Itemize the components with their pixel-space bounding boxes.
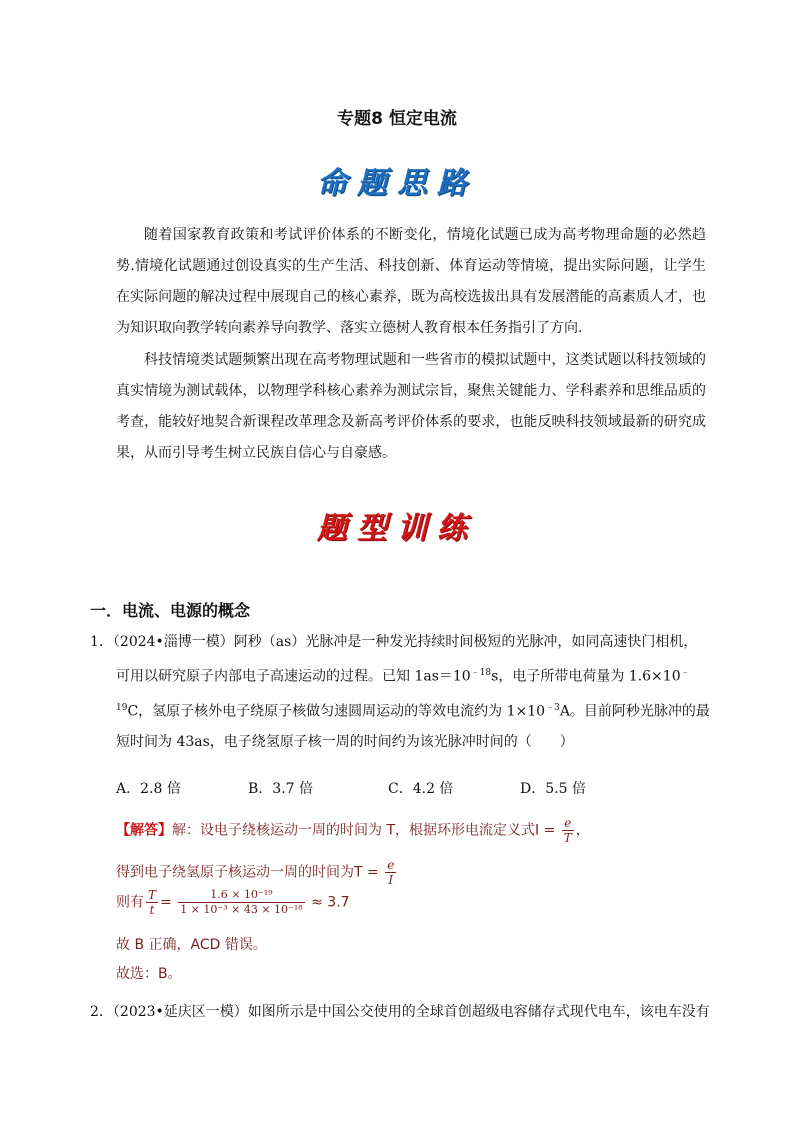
fraction-e-over-T: $\frac{e}{T}$ (563, 816, 572, 845)
option-a: A．2.8 倍 (116, 781, 181, 797)
section-banner-training: 题型训练 (317, 511, 477, 546)
fraction-calculation: $\frac{\text{1.6 × 10⁻¹⁹}}{\text{1 × 10⁻³ × 43 × 10⁻¹⁸}}$ (180, 888, 303, 916)
fraction-T-over-t: $\frac{T}{t}$ (148, 888, 157, 917)
option-d: D．5.5 倍 (520, 781, 586, 797)
option-c: C．4.2 倍 (388, 781, 454, 797)
option-b: B．3.7 倍 (248, 781, 314, 797)
page-title: 专题8 恒定电流 (337, 109, 457, 129)
answer-tag: 【解答】 (116, 822, 172, 839)
question-1-body: 1．（2024•淄博一模）阿秒（as）光脉冲是一种发光持续时间极短的光脉冲，如同高速快门相机，可用以研究原子内部电子高速运动的过程。已知 $1as=10^{﹣18}s$，电子所带电荷量为 $1.6\times 10^{﹣19}C$，氢原子核外电子绕原子核做匀速圆周运动的等效电流约为 $1\times 10^{﹣3}A$。目前阿秒光脉冲的最短时间为 43as，电子绕氢原子核一周的时间约为该光脉冲时间的（ ） (90, 634, 710, 751)
question-1 (90, 627, 710, 758)
answer-line-1: 【解答】解：设电子绕核运动一周的时间为 T，根据环形电流定义式I = $\frac{e}{T}$ ， (116, 816, 590, 845)
answer-line-5: 故选：B。 (116, 966, 182, 982)
fraction-e-over-I: $\frac{e}{I}$ (387, 858, 395, 887)
answer-line-3: 则有 $\frac{T}{t}$ = $\frac{\text{1.6 × 10⁻¹⁹}}{\text{1 × 10⁻³ × 43 × 10⁻¹⁸}}$ ≈ 3.7 (116, 888, 350, 917)
answer-line-4: 故 B 正确，ACD 错误。 (116, 937, 267, 953)
section-heading: 一．电流、电源的概念 (90, 601, 251, 620)
question-2: 2．（2023•延庆区一模）如图所示是中国公交使用的全球首创超级电容储存式现代电车，该电车没有 (90, 1004, 710, 1020)
intro-paragraph-1: 随着国家教育政策和考试评价体系的不断变化，情境化试题已成为高考物理命题的必然趋势.情境化试题通过创设真实的生产生活、科技创新、体育运动等情境，提出实际问题，让学生在实际问题的解决过程中展现自己的核心素养，既为高校选拔出具有发展潜能的高素质人才，也为知识取向教学转向素养导向教学、落实立德树人教育根本任务指引了方向. (116, 227, 706, 336)
intro-paragraph-2: 科技情境类试题频繁出现在高考物理试题和一些省市的模拟试题中，这类试题以科技领域的真实情境为测试载体，以物理学科核心素养为测试宗旨，聚焦关键能力、学科素养和思维品质的考查，能较好地契合新课程改革理念及新高考评价体系的要求，也能反映科技领域最新的研究成果，从而引导考生树立民族自信心与自豪感。 (116, 352, 706, 461)
answer-line-2: 得到电子绕氢原子核运动一周的时间为T = $\frac{e}{I}$ (116, 858, 395, 887)
section-banner-thinking: 命题思路 (317, 166, 477, 201)
